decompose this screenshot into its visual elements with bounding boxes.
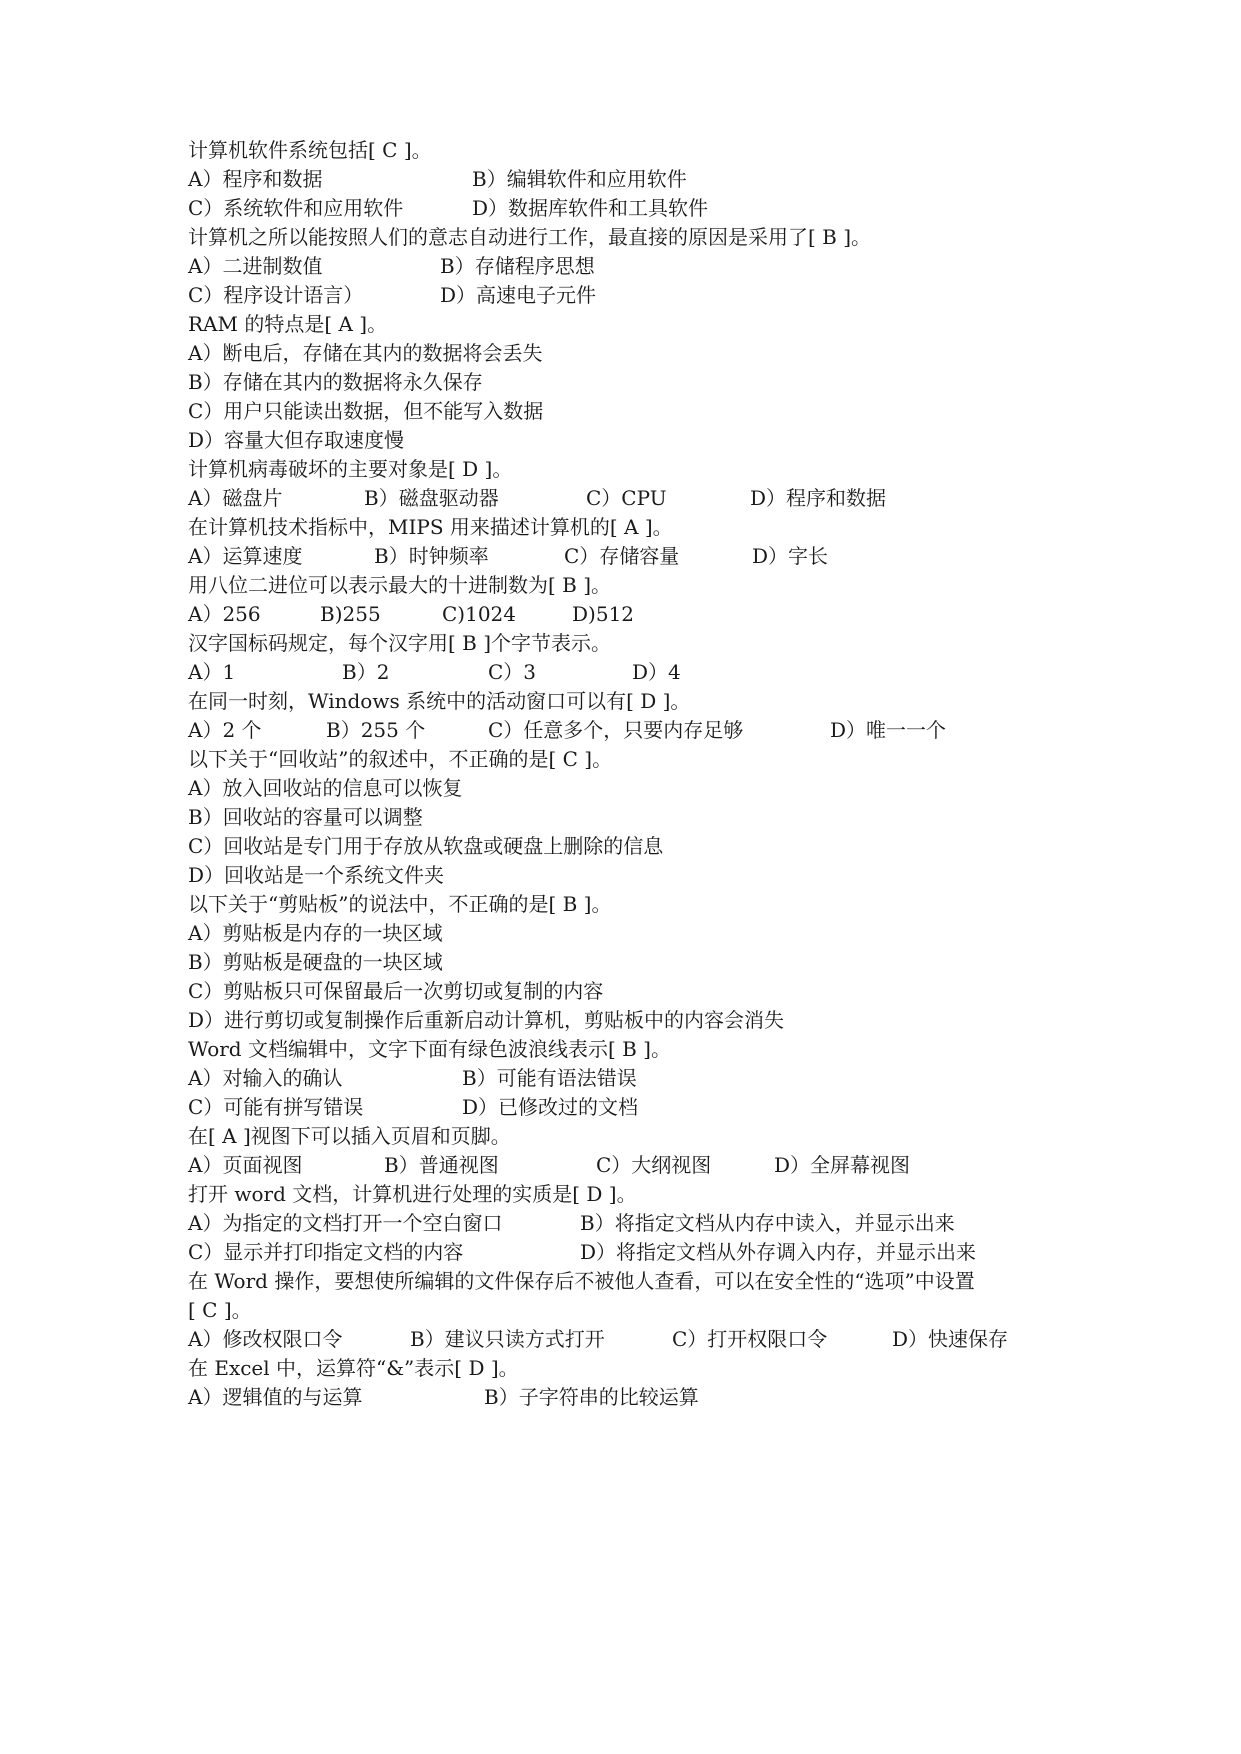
question-9-option-c: C）回收站是专门用于存放从软盘或硬盘上删除的信息 [188,834,664,858]
question-11-option-c: C）可能有拼写错误 [188,1095,364,1119]
question-8-option-b: B）255 个 [326,718,426,742]
question-10-option-d: D）进行剪切或复制操作后重新启动计算机，剪贴板中的内容会消失 [188,1008,785,1032]
question-11-option-b: B）可能有语法错误 [462,1066,637,1090]
question-6-option-d: D)512 [572,602,635,626]
question-13-option-a: A）为指定的文档打开一个空白窗口 [188,1211,503,1235]
question-2-option-c: C）程序设计语言） [188,283,364,307]
question-10-stem: 以下关于“剪贴板”的说法中，不正确的是[ B ]。 [188,892,612,916]
question-15-option-a: A）逻辑值的与运算 [188,1385,363,1409]
question-8-option-c: C）任意多个，只要内存足够 [488,718,744,742]
question-9-option-d: D）回收站是一个系统文件夹 [188,863,445,887]
question-4-option-a: A）磁盘片 [188,486,283,510]
question-1-option-b: B）编辑软件和应用软件 [472,167,687,191]
question-5-stem: 在计算机技术指标中，MIPS 用来描述计算机的[ A ]。 [188,515,673,539]
question-12-option-d: D）全屏幕视图 [774,1153,911,1177]
question-3-option-c: C）用户只能读出数据，但不能写入数据 [188,399,544,423]
question-12-option-c: C）大纲视图 [596,1153,712,1177]
question-13-option-b: B）将指定文档从内存中读入，并显示出来 [580,1211,955,1235]
question-1-option-d: D）数据库软件和工具软件 [472,196,709,220]
question-6-option-a: A）256 [188,602,261,626]
question-5-option-a: A）运算速度 [188,544,303,568]
question-4-option-b: B）磁盘驱动器 [364,486,499,510]
question-2-option-d: D）高速电子元件 [440,283,597,307]
question-11-option-a: A）对输入的确认 [188,1066,343,1090]
question-10-option-b: B）剪贴板是硬盘的一块区域 [188,950,443,974]
question-9-stem: 以下关于“回收站”的叙述中，不正确的是[ C ]。 [188,747,613,771]
question-11-stem: Word 文档编辑中，文字下面有绿色波浪线表示[ B ]。 [188,1037,671,1061]
question-7-option-d: D）4 [632,660,681,684]
question-9-option-a: A）放入回收站的信息可以恢复 [188,776,463,800]
question-2-stem: 计算机之所以能按照人们的意志自动进行工作，最直接的原因是采用了[ B ]。 [188,225,872,249]
question-10-option-a: A）剪贴板是内存的一块区域 [188,921,443,945]
question-1-option-c: C）系统软件和应用软件 [188,196,404,220]
question-6-option-c: C)1024 [442,602,517,626]
question-1-stem: 计算机软件系统包括[ C ]。 [188,138,432,162]
question-4-option-d: D）程序和数据 [750,486,887,510]
question-3-option-d: D）容量大但存取速度慢 [188,428,405,452]
question-7-stem: 汉字国标码规定，每个汉字用[ B ]个字节表示。 [188,631,612,655]
question-15-option-b: B）子字符串的比较运算 [484,1385,699,1409]
question-4-stem: 计算机病毒破坏的主要对象是[ D ]。 [188,457,513,481]
question-14-option-a: A）修改权限口令 [188,1327,343,1351]
question-14-stem-continued: [ C ]。 [188,1298,252,1322]
question-13-option-d: D）将指定文档从外存调入内存，并显示出来 [580,1240,977,1264]
question-8-option-a: A）2 个 [188,718,262,742]
question-7-option-b: B）2 [342,660,390,684]
question-12-option-b: B）普通视图 [384,1153,499,1177]
question-14-option-b: B）建议只读方式打开 [410,1327,605,1351]
question-2-option-a: A）二进制数值 [188,254,323,278]
question-9-option-b: B）回收站的容量可以调整 [188,805,423,829]
question-13-option-c: C）显示并打印指定文档的内容 [188,1240,464,1264]
question-5-option-c: C）存储容量 [564,544,680,568]
question-14-stem: 在 Word 操作，要想使所编辑的文件保存后不被他人查看，可以在安全性的“选项”中设置 [188,1269,975,1293]
question-8-option-d: D）唯一一个 [830,718,947,742]
question-14-option-d: D）快速保存 [892,1327,1009,1351]
question-7-option-a: A）1 [188,660,236,684]
question-1-option-a: A）程序和数据 [188,167,323,191]
question-3-stem: RAM 的特点是[ A ]。 [188,312,388,336]
question-5-option-b: B）时钟频率 [374,544,489,568]
question-14-option-c: C）打开权限口令 [672,1327,828,1351]
question-11-option-d: D）已修改过的文档 [462,1095,639,1119]
question-12-stem: 在[ A ]视图下可以插入页眉和页脚。 [188,1124,511,1148]
question-6-option-b: B)255 [320,602,381,626]
question-2-option-b: B）存储程序思想 [440,254,595,278]
question-6-stem: 用八位二进位可以表示最大的十进制数为[ B ]。 [188,573,612,597]
question-3-option-b: B）存储在其内的数据将永久保存 [188,370,483,394]
question-10-option-c: C）剪贴板只可保留最后一次剪切或复制的内容 [188,979,604,1003]
question-13-stem: 打开 word 文档，计算机进行处理的实质是[ D ]。 [188,1182,637,1206]
question-5-option-d: D）字长 [752,544,829,568]
question-4-option-c: C）CPU [586,486,667,510]
question-15-stem: 在 Excel 中，运算符“&”表示[ D ]。 [188,1356,519,1380]
question-7-option-c: C）3 [488,660,537,684]
question-3-option-a: A）断电后，存储在其内的数据将会丢失 [188,341,543,365]
question-12-option-a: A）页面视图 [188,1153,303,1177]
question-8-stem: 在同一时刻，Windows 系统中的活动窗口可以有[ D ]。 [188,689,691,713]
